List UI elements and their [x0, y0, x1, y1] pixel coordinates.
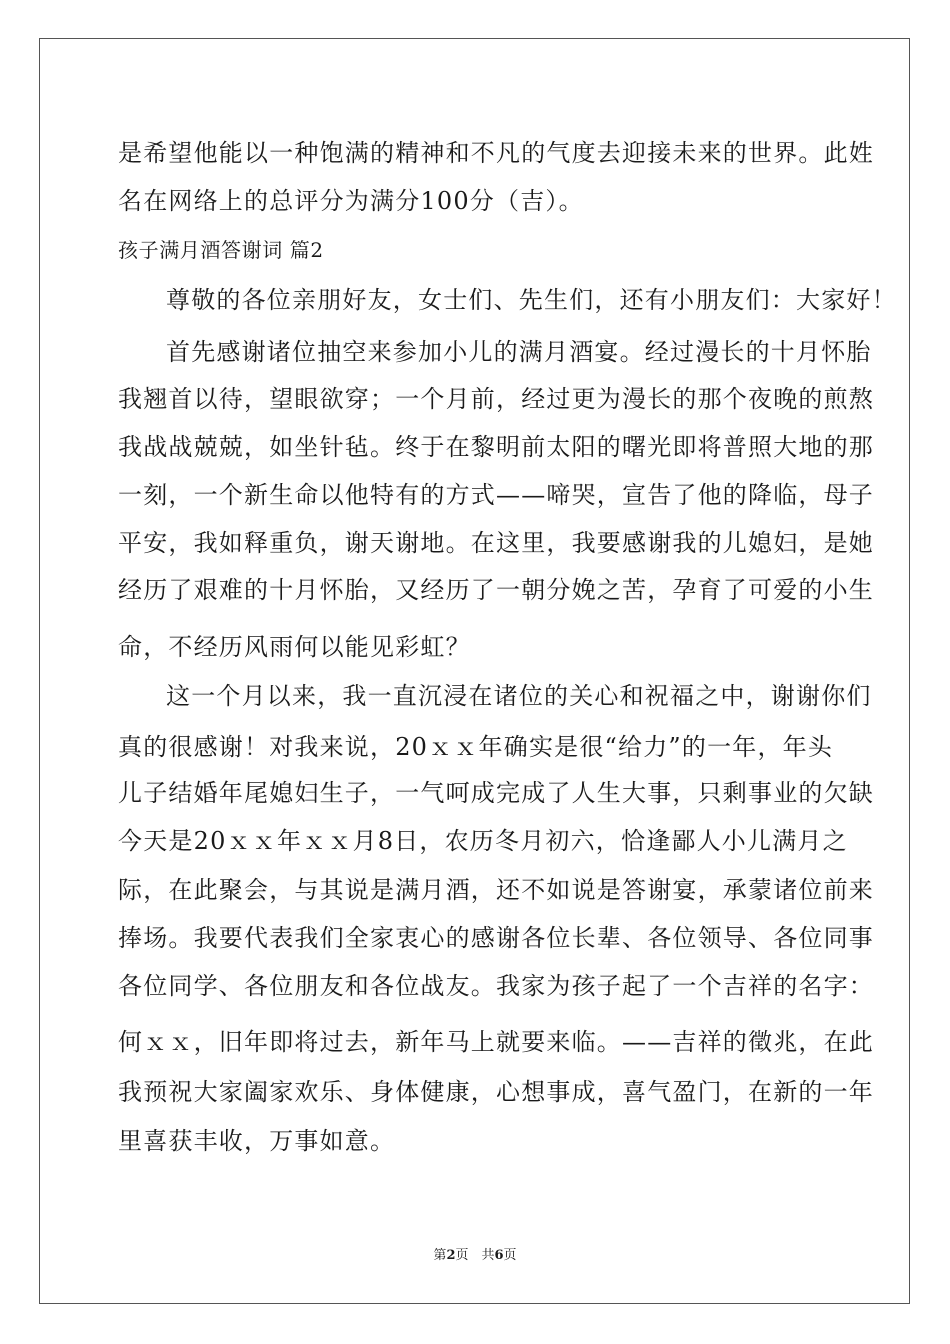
footer-mid: 页 共 [455, 1248, 495, 1263]
page-number-footer [0, 1249, 950, 1262]
page-frame [39, 38, 910, 1304]
paragraph-line: 平安，我如释重负，谢天谢地。在这里，我要感谢我的儿媳妇，是她 [118, 529, 874, 557]
paragraph-line: 际，在此聚会，与其说是满月酒，还不如说是答谢宴，承蒙诸位前来 [118, 876, 874, 904]
paragraph-line: 真的很感谢！对我来说，20ｘｘ年确实是很“给力”的一年，年头 [118, 733, 834, 761]
paragraph-line: 捧场。我要代表我们全家衷心的感谢各位长辈、各位领导、各位同事 [118, 924, 874, 952]
paragraph-line: 我翘首以待，望眼欲穿；一个月前，经过更为漫长的那个夜晚的煎熬 [118, 385, 874, 413]
paragraph-line: 这一个月以来，我一直沉浸在诸位的关心和祝福之中，谢谢你们 [166, 682, 872, 710]
paragraph-line: 命，不经历风雨何以能见彩虹？ [118, 633, 471, 661]
section-heading: 孩子满月酒答谢词 篇2 [118, 238, 324, 262]
paragraph-line: 何ｘｘ，旧年即将过去，新年马上就要来临。——吉祥的徵兆，在此 [118, 1028, 874, 1056]
paragraph-line: 今天是20ｘｘ年ｘｘ月8日，农历冬月初六，恰逢鄙人小儿满月之 [118, 827, 848, 855]
paragraph-line: 首先感谢诸位抽空来参加小儿的满月酒宴。经过漫长的十月怀胎 [166, 338, 872, 366]
footer-prefix: 第 [433, 1248, 447, 1263]
text-line: 名在网络上的总评分为满分100分（吉）。 [118, 187, 584, 215]
current-page-number: 2 [446, 1248, 456, 1263]
paragraph-line: 一刻，一个新生命以他特有的方式——啼哭，宣告了他的降临，母子 [118, 481, 874, 509]
paragraph-line: 我战战兢兢，如坐针毡。终于在黎明前太阳的曙光即将普照大地的那 [118, 433, 874, 461]
total-pages-number: 6 [494, 1248, 504, 1263]
footer-suffix: 页 [503, 1248, 517, 1263]
paragraph-line: 经历了艰难的十月怀胎，又经历了一朝分娩之苦，孕育了可爱的小生 [118, 576, 874, 604]
paragraph-line: 儿子结婚年尾媳妇生子，一气呵成完成了人生大事，只剩事业的欠缺 [118, 779, 874, 807]
paragraph-line: 尊敬的各位亲朋好友，女士们、先生们，还有小朋友们：大家好！ [166, 286, 897, 314]
paragraph-line: 我预祝大家阖家欢乐、身体健康，心想事成，喜气盈门，在新的一年 [118, 1078, 874, 1106]
paragraph-line: 各位同学、各位朋友和各位战友。我家为孩子起了一个吉祥的名字： [118, 972, 874, 1000]
paragraph-line: 里喜获丰收，万事如意。 [118, 1127, 396, 1155]
text-line: 是希望他能以一种饱满的精神和不凡的气度去迎接未来的世界。此姓 [118, 139, 874, 167]
